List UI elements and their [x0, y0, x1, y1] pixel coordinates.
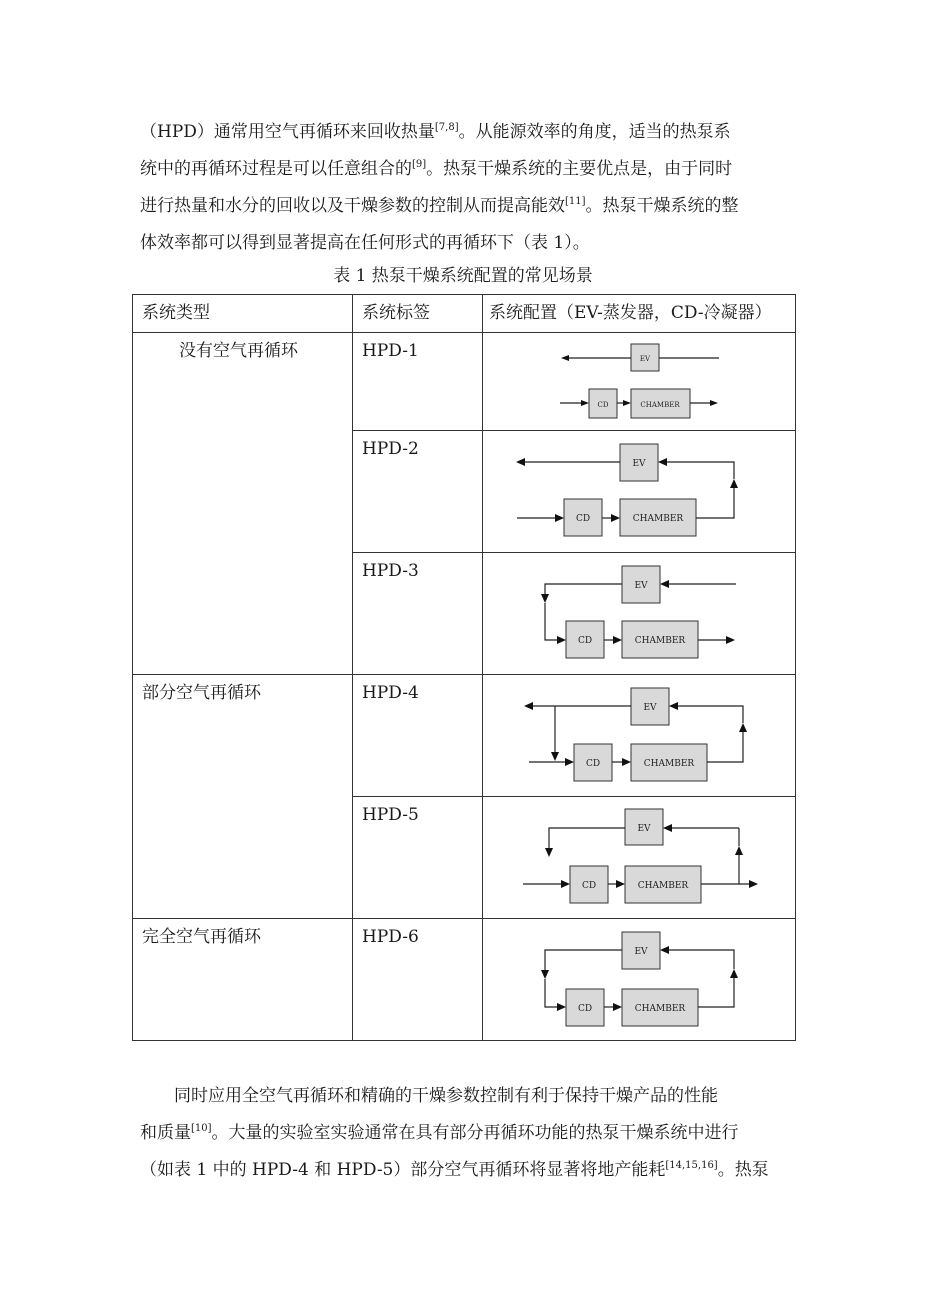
svg-text:CD: CD	[575, 514, 591, 524]
config-table	[132, 294, 796, 1041]
svg-text:CHAMBER: CHAMBER	[640, 401, 680, 409]
svg-text:EV: EV	[634, 581, 648, 591]
table-row	[133, 919, 796, 1041]
paragraph-line: 进行热量和水分的回收以及干燥参数的控制从而提高能效[11]。热泵干燥系统的整	[140, 196, 739, 216]
citation: [11]	[565, 196, 586, 207]
svg-text:CD: CD	[597, 401, 609, 409]
hpd2-diagram	[483, 431, 795, 551]
label-cell: HPD-5	[353, 797, 483, 919]
paragraph-line: 统中的再循环过程是可以任意组合的[9]。热泵干燥系统的主要优点是，由于同时	[140, 159, 733, 179]
label-cell: HPD-3	[353, 553, 483, 675]
diagram-cell	[483, 675, 796, 797]
diagram-cell	[483, 919, 796, 1041]
svg-text:EV: EV	[632, 459, 646, 469]
diagram-cell	[483, 333, 796, 431]
table-row	[133, 333, 796, 431]
citation: [14,15,16]	[665, 1160, 718, 1171]
table-caption: 表 1 热泵干燥系统配置的常见场景	[333, 266, 593, 286]
paragraph-line: （如表 1 中的 HPD-4 和 HPD-5）部分空气再循环将显著将地产能耗[14,15,16]。热泵	[140, 1160, 769, 1180]
diagram-cell	[483, 553, 796, 675]
svg-text:EV: EV	[637, 824, 651, 834]
label-cell: HPD-6	[353, 919, 483, 1041]
intro-paragraph	[140, 114, 790, 262]
hpd5-diagram	[483, 797, 795, 917]
paragraph-line: 同时应用全空气再循环和精确的干燥参数控制有利于保持干燥产品的性能	[174, 1086, 718, 1106]
label-cell: HPD-1	[353, 333, 483, 431]
diagram-cell	[483, 797, 796, 919]
svg-text:EV: EV	[639, 355, 651, 363]
citation: [7,8]	[434, 122, 459, 133]
hpd4-diagram	[483, 675, 795, 795]
group-cell: 没有空气再循环	[133, 333, 353, 675]
followup-paragraph	[140, 1078, 790, 1189]
svg-text:CD: CD	[577, 636, 593, 646]
label-cell: HPD-2	[353, 431, 483, 553]
table-row	[133, 675, 796, 797]
header-config: 系统配置（EV-蒸发器，CD-冷凝器）	[483, 295, 796, 333]
svg-text:CHAMBER: CHAMBER	[643, 759, 695, 769]
hpd3-diagram	[483, 553, 795, 673]
header-label: 系统标签	[353, 295, 483, 333]
citation: [10]	[191, 1123, 212, 1134]
svg-text:CD: CD	[581, 881, 597, 891]
table-header-row	[133, 295, 796, 333]
label-cell: HPD-4	[353, 675, 483, 797]
hpd6-diagram	[483, 919, 795, 1039]
citation: [9]	[412, 159, 427, 170]
hpd1-diagram	[483, 333, 795, 429]
svg-text:CD: CD	[585, 759, 601, 769]
group-cell: 部分空气再循环	[133, 675, 353, 919]
paragraph-line: 和质量[10]。大量的实验室实验通常在具有部分再循环功能的热泵干燥系统中进行	[140, 1123, 739, 1143]
svg-text:CHAMBER: CHAMBER	[634, 636, 686, 646]
svg-text:CD: CD	[577, 1004, 593, 1014]
svg-text:EV: EV	[643, 703, 657, 713]
svg-text:CHAMBER: CHAMBER	[634, 1004, 686, 1014]
paragraph-line: （HPD）通常用空气再循环来回收热量[7,8]。从能源效率的角度，适当的热泵系	[140, 122, 731, 142]
svg-text:EV: EV	[634, 947, 648, 957]
header-type: 系统类型	[133, 295, 353, 333]
svg-text:CHAMBER: CHAMBER	[637, 881, 689, 891]
group-cell: 完全空气再循环	[133, 919, 353, 1041]
svg-text:CHAMBER: CHAMBER	[632, 514, 684, 524]
diagram-cell	[483, 431, 796, 553]
paragraph-line: 体效率都可以得到显著提高在任何形式的再循环下（表 1）。	[140, 233, 590, 253]
